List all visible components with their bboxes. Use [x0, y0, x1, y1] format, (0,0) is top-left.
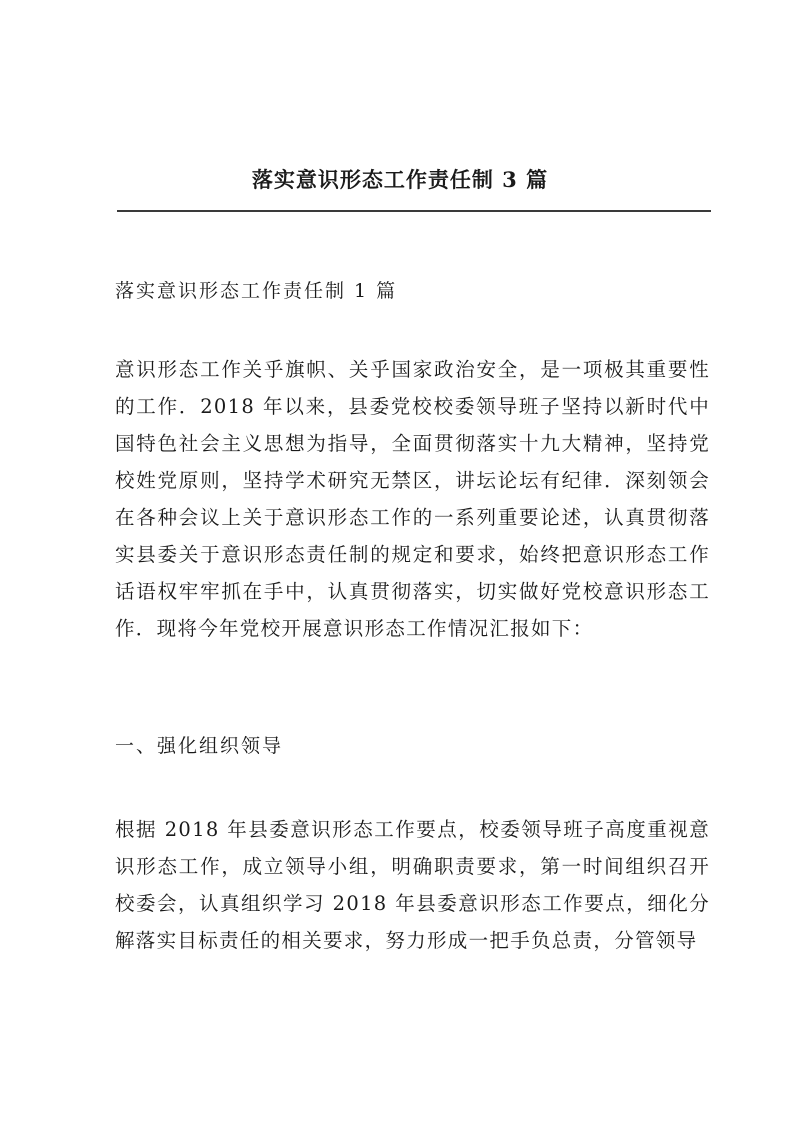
- document-subtitle: 落实意识形态工作责任制 1 篇: [115, 280, 398, 302]
- title-divider: [117, 210, 711, 212]
- document-title: 落实意识形态工作责任制 3 篇: [251, 167, 549, 192]
- body-paragraph-intro: 意识形态工作关乎旗帜、关乎国家政治安全，是一项极其重要性的工作．2018 年以来，县委党校校委领导班子坚持以新时代中国特色社会主义思想为指导，全面贯彻落实十九大精神，坚持党校姓党原则，坚持学术研究无禁区，讲坛论坛有纪律．深刻领会在各种会议上关于意识形态工作的一系列重要论述，认真贯彻落实县委关于意识形态责任制的规定和要求，始终把意识形态工作话语权牢牢抓在手中，认真贯彻落实，切实做好党校意识形态工作．现将今年党校开展意识形态工作情况汇报如下：: [115, 358, 710, 640]
- section-heading-1: 一、强化组织领导: [115, 735, 284, 757]
- body-paragraph-section-1: 根据 2018 年县委意识形态工作要点，校委领导班子高度重视意识形态工作，成立领导小组，明确职责要求，第一时间组织召开校委会，认真组织学习 2018 年县委意识形态工作要点，细化分解落实目标责任的相关要求，努力形成一把手负总责，分管领导: [115, 818, 710, 952]
